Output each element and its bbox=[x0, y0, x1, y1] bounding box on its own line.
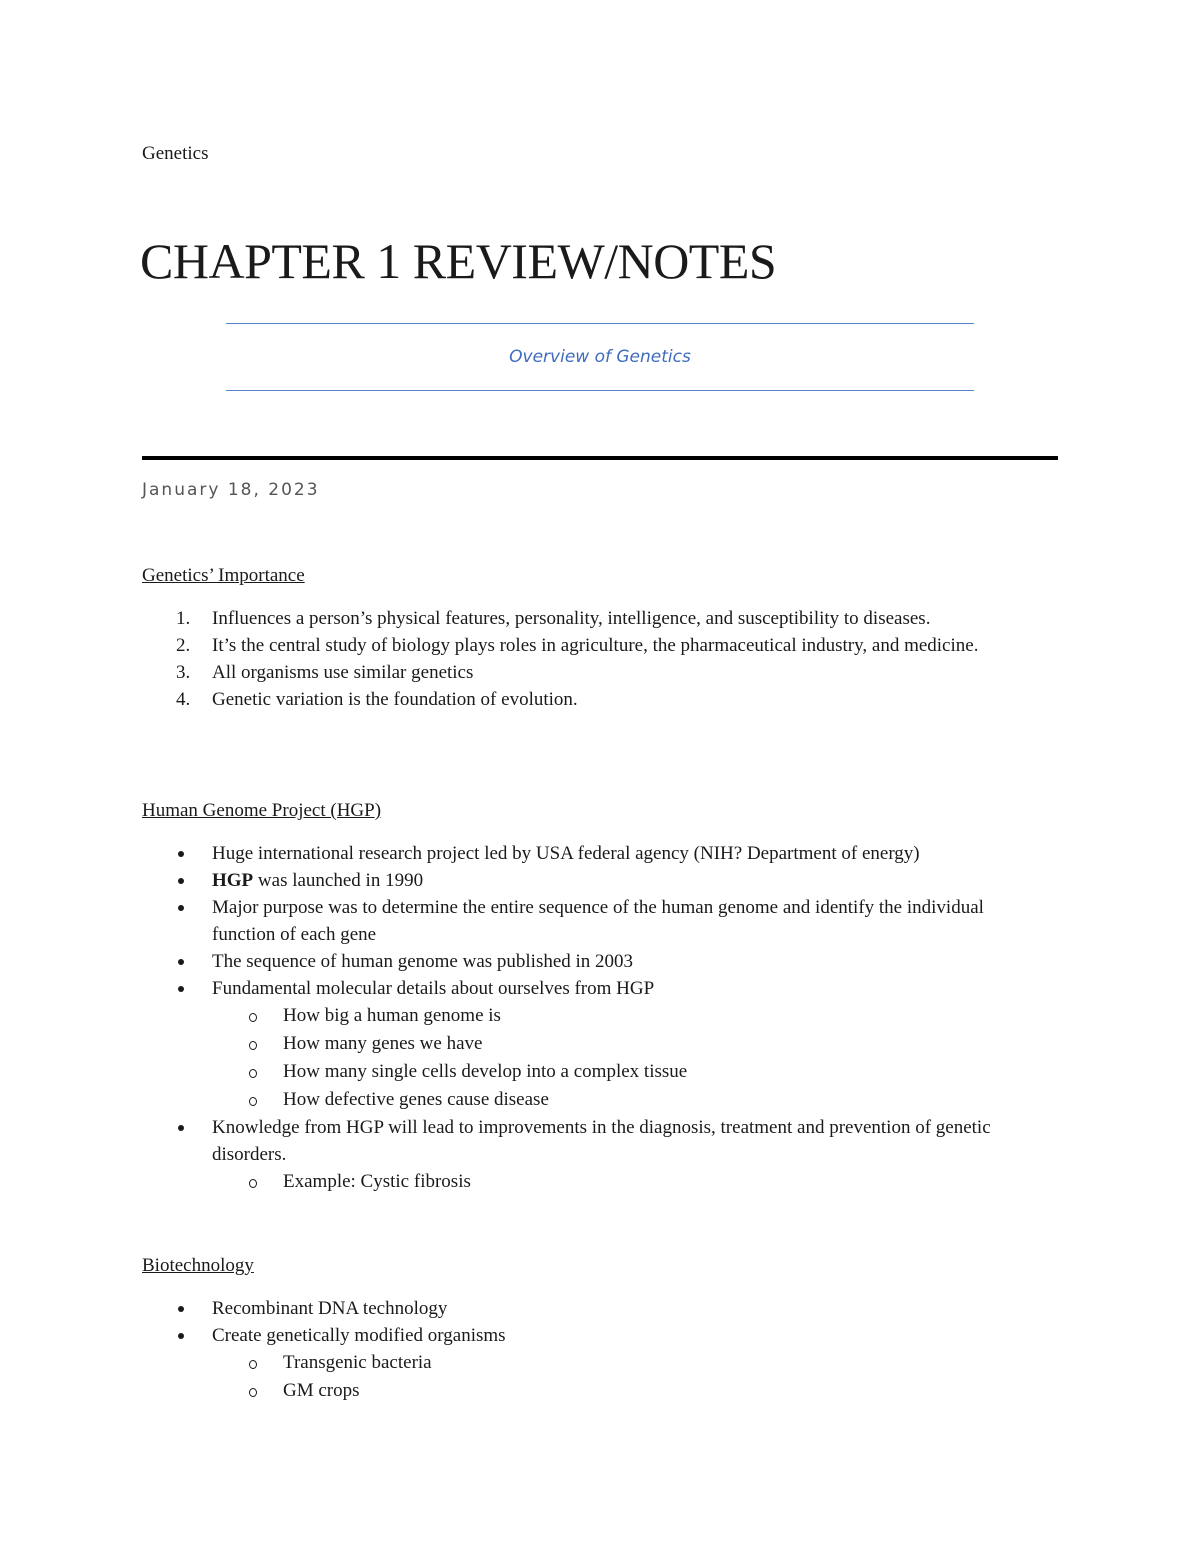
bullet-icon bbox=[178, 1125, 184, 1131]
hgp-list bbox=[142, 840, 1042, 1196]
bullet-icon bbox=[178, 905, 184, 911]
sub-list-item: How many single cells develop into a complex tissue bbox=[142, 1058, 1042, 1086]
circle-bullet-icon bbox=[249, 1041, 257, 1050]
circle-bullet-icon bbox=[249, 1069, 257, 1078]
list-item: Knowledge from HGP will lead to improvements in the diagnosis, treatment and prevention of genetic disorders. bbox=[142, 1114, 1042, 1168]
page-title: CHAPTER 1 REVIEW/NOTES bbox=[140, 233, 777, 289]
list-item: 4. Genetic variation is the foundation of evolution. bbox=[176, 689, 578, 710]
bullet-icon bbox=[178, 1306, 184, 1312]
sub-list-item: How defective genes cause disease bbox=[142, 1086, 1042, 1114]
list-item: The sequence of human genome was published in 2003 bbox=[142, 948, 1042, 975]
circle-bullet-icon bbox=[249, 1360, 257, 1369]
subtitle: Overview of Genetics bbox=[509, 347, 691, 367]
list-item: Create genetically modified organisms bbox=[142, 1322, 1042, 1349]
biotech-list bbox=[142, 1295, 1042, 1405]
sub-list-item: Transgenic bacteria bbox=[142, 1349, 1042, 1377]
circle-bullet-icon bbox=[249, 1179, 257, 1188]
sub-list-item: How big a human genome is bbox=[142, 1002, 1042, 1030]
note-date: January 18, 2023 bbox=[142, 480, 320, 500]
list-item: Fundamental molecular details about ourselves from HGP bbox=[142, 975, 1042, 1002]
bullet-icon bbox=[178, 986, 184, 992]
subtitle-bottom-rule bbox=[226, 390, 974, 391]
subtitle-top-rule bbox=[226, 323, 974, 324]
section-divider bbox=[142, 456, 1058, 460]
importance-list bbox=[142, 605, 1042, 713]
bullet-icon bbox=[178, 878, 184, 884]
sub-list-item: GM crops bbox=[142, 1377, 1042, 1405]
circle-bullet-icon bbox=[249, 1388, 257, 1397]
bullet-icon bbox=[178, 851, 184, 857]
circle-bullet-icon bbox=[249, 1097, 257, 1106]
section-heading-importance: Genetics’ Importance bbox=[142, 565, 305, 586]
list-item: Major purpose was to determine the entire sequence of the human genome and identify the individual function of each gene bbox=[142, 894, 1042, 948]
list-item: 3. All organisms use similar genetics bbox=[176, 662, 474, 683]
sub-list-item: Example: Cystic fibrosis bbox=[142, 1168, 1042, 1196]
list-item: 2. It’s the central study of biology plays roles in agriculture, the pharmaceutical industry, and medicine. bbox=[176, 635, 979, 656]
course-label: Genetics bbox=[142, 143, 209, 164]
list-item: HGP was launched in 1990 bbox=[142, 867, 1042, 894]
section-heading-hgp: Human Genome Project (HGP) bbox=[142, 800, 382, 821]
sub-list-item: How many genes we have bbox=[142, 1030, 1042, 1058]
section-heading-biotech: Biotechnology bbox=[142, 1255, 254, 1276]
list-item: Huge international research project led by USA federal agency (NIH? Department of energy) bbox=[142, 840, 1042, 867]
bullet-icon bbox=[178, 1333, 184, 1339]
bullet-icon bbox=[178, 959, 184, 965]
list-item: Recombinant DNA technology bbox=[142, 1295, 1042, 1322]
list-item: 1. Influences a person’s physical features, personality, intelligence, and susceptibility to diseases. bbox=[176, 608, 931, 629]
circle-bullet-icon bbox=[249, 1013, 257, 1022]
